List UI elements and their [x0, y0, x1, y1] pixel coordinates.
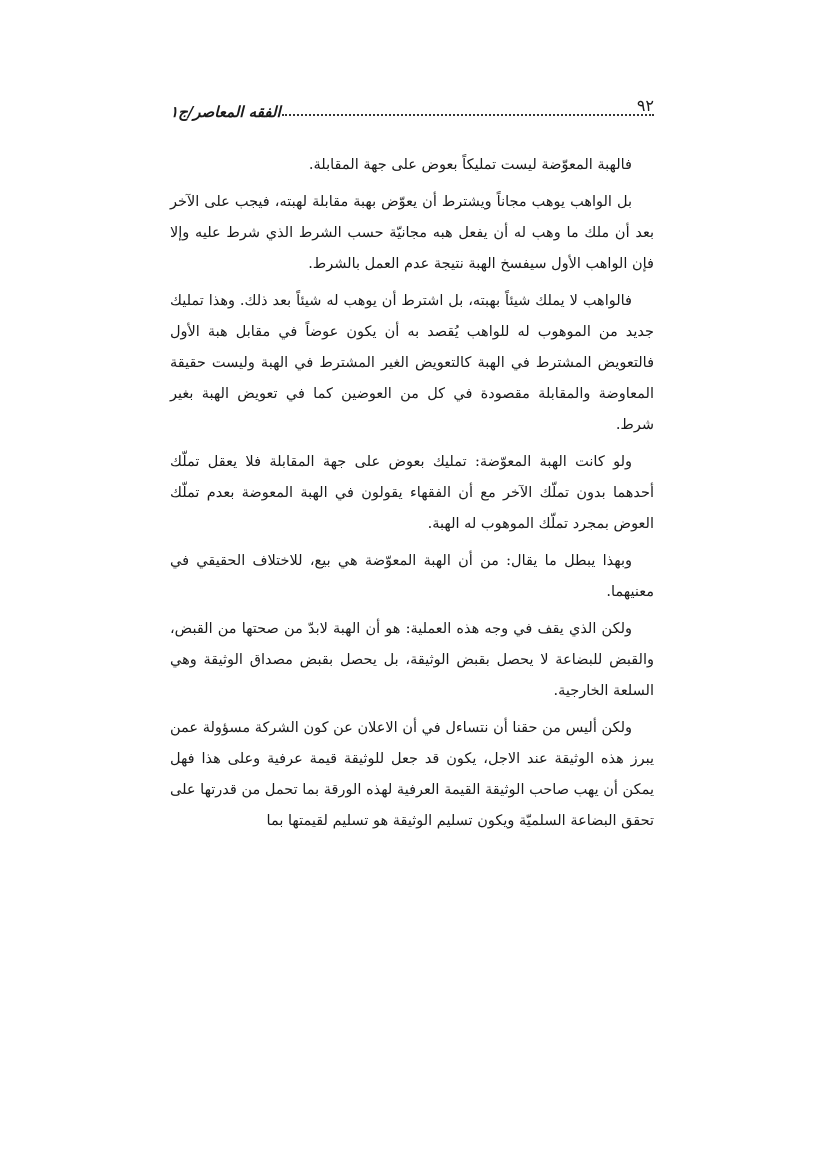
body-text: [170, 150, 654, 843]
header-dotted-leader: [282, 114, 654, 116]
paragraph: فالواهب لا يملك شيئاً بهبته، بل اشترط أن يوهب له شيئاً بعد ذلك. وهذا تمليك جديد من الموهوب له للواهب يُقصد به أن يكون عوضاً في مقابل هبة الأول فالتعويض المشترط في الهبة كالتعويض الغير المشترط في الهبة وليست حقيقة المعاوضة والمقابلة مقصودة في كل من العوضين كما في تعويض الهبة بغير شرط.: [170, 293, 654, 433]
paragraph: ولكن الذي يقف في وجه هذه العملية: هو أن الهبة لابدّ من صحتها من القبض، والقبض للبضاعة لا يحصل بقبض الوثيقة، بل يحصل بقبض مصداق الوثيقة وهي السلعة الخارجية.: [170, 621, 654, 699]
paragraph: ولو كانت الهبة المعوّضة: تمليك بعوض على جهة المقابلة فلا يعقل تملّك أحدهما بدون تملّك الآخر مع أن الفقهاء يقولون في الهبة المعوضة بعدم تملّك العوض بمجرد تملّك الموهوب له الهبة.: [170, 454, 654, 532]
page-header: [170, 96, 654, 128]
running-title: الفقه المعاصر/ج١: [170, 103, 281, 121]
paragraph: فالهبة المعوّضة ليست تمليكاً بعوض على جهة المقابلة.: [308, 157, 632, 173]
paragraph: ولكن أليس من حقنا أن نتساءل في أن الاعلان عن كون الشركة مسؤولة عمن يبرز هذه الوثيقة عند الاجل، يكون قد جعل للوثيقة قيمة عرفية وعلى هذا فهل يمكن أن يهب صاحب الوثيقة القيمة العرفية لهذه الورقة بما تحمل من قدرتها على تحقق البضاعة السلميّة ويكون تسليم الوثيقة هو تسليم لقيمتها بما: [170, 720, 654, 829]
paragraph: وبهذا يبطل ما يقال: من أن الهبة المعوّضة هي بيع، للاختلاف الحقيقي في معنيهما.: [170, 553, 654, 600]
page-number: ٩٢: [636, 96, 654, 115]
paragraph: بل الواهب يوهب مجاناً ويشترط أن يعوّض بهبة مقابلة لهبته، فيجب على الآخر بعد أن ملك ما وهب له أن يفعل هبه مجانيّة حسب الشرط الذي شرط عليه وإلا فإن الواهب الأول سيفسخ الهبة نتيجة عدم العمل بالشرط.: [170, 194, 654, 272]
